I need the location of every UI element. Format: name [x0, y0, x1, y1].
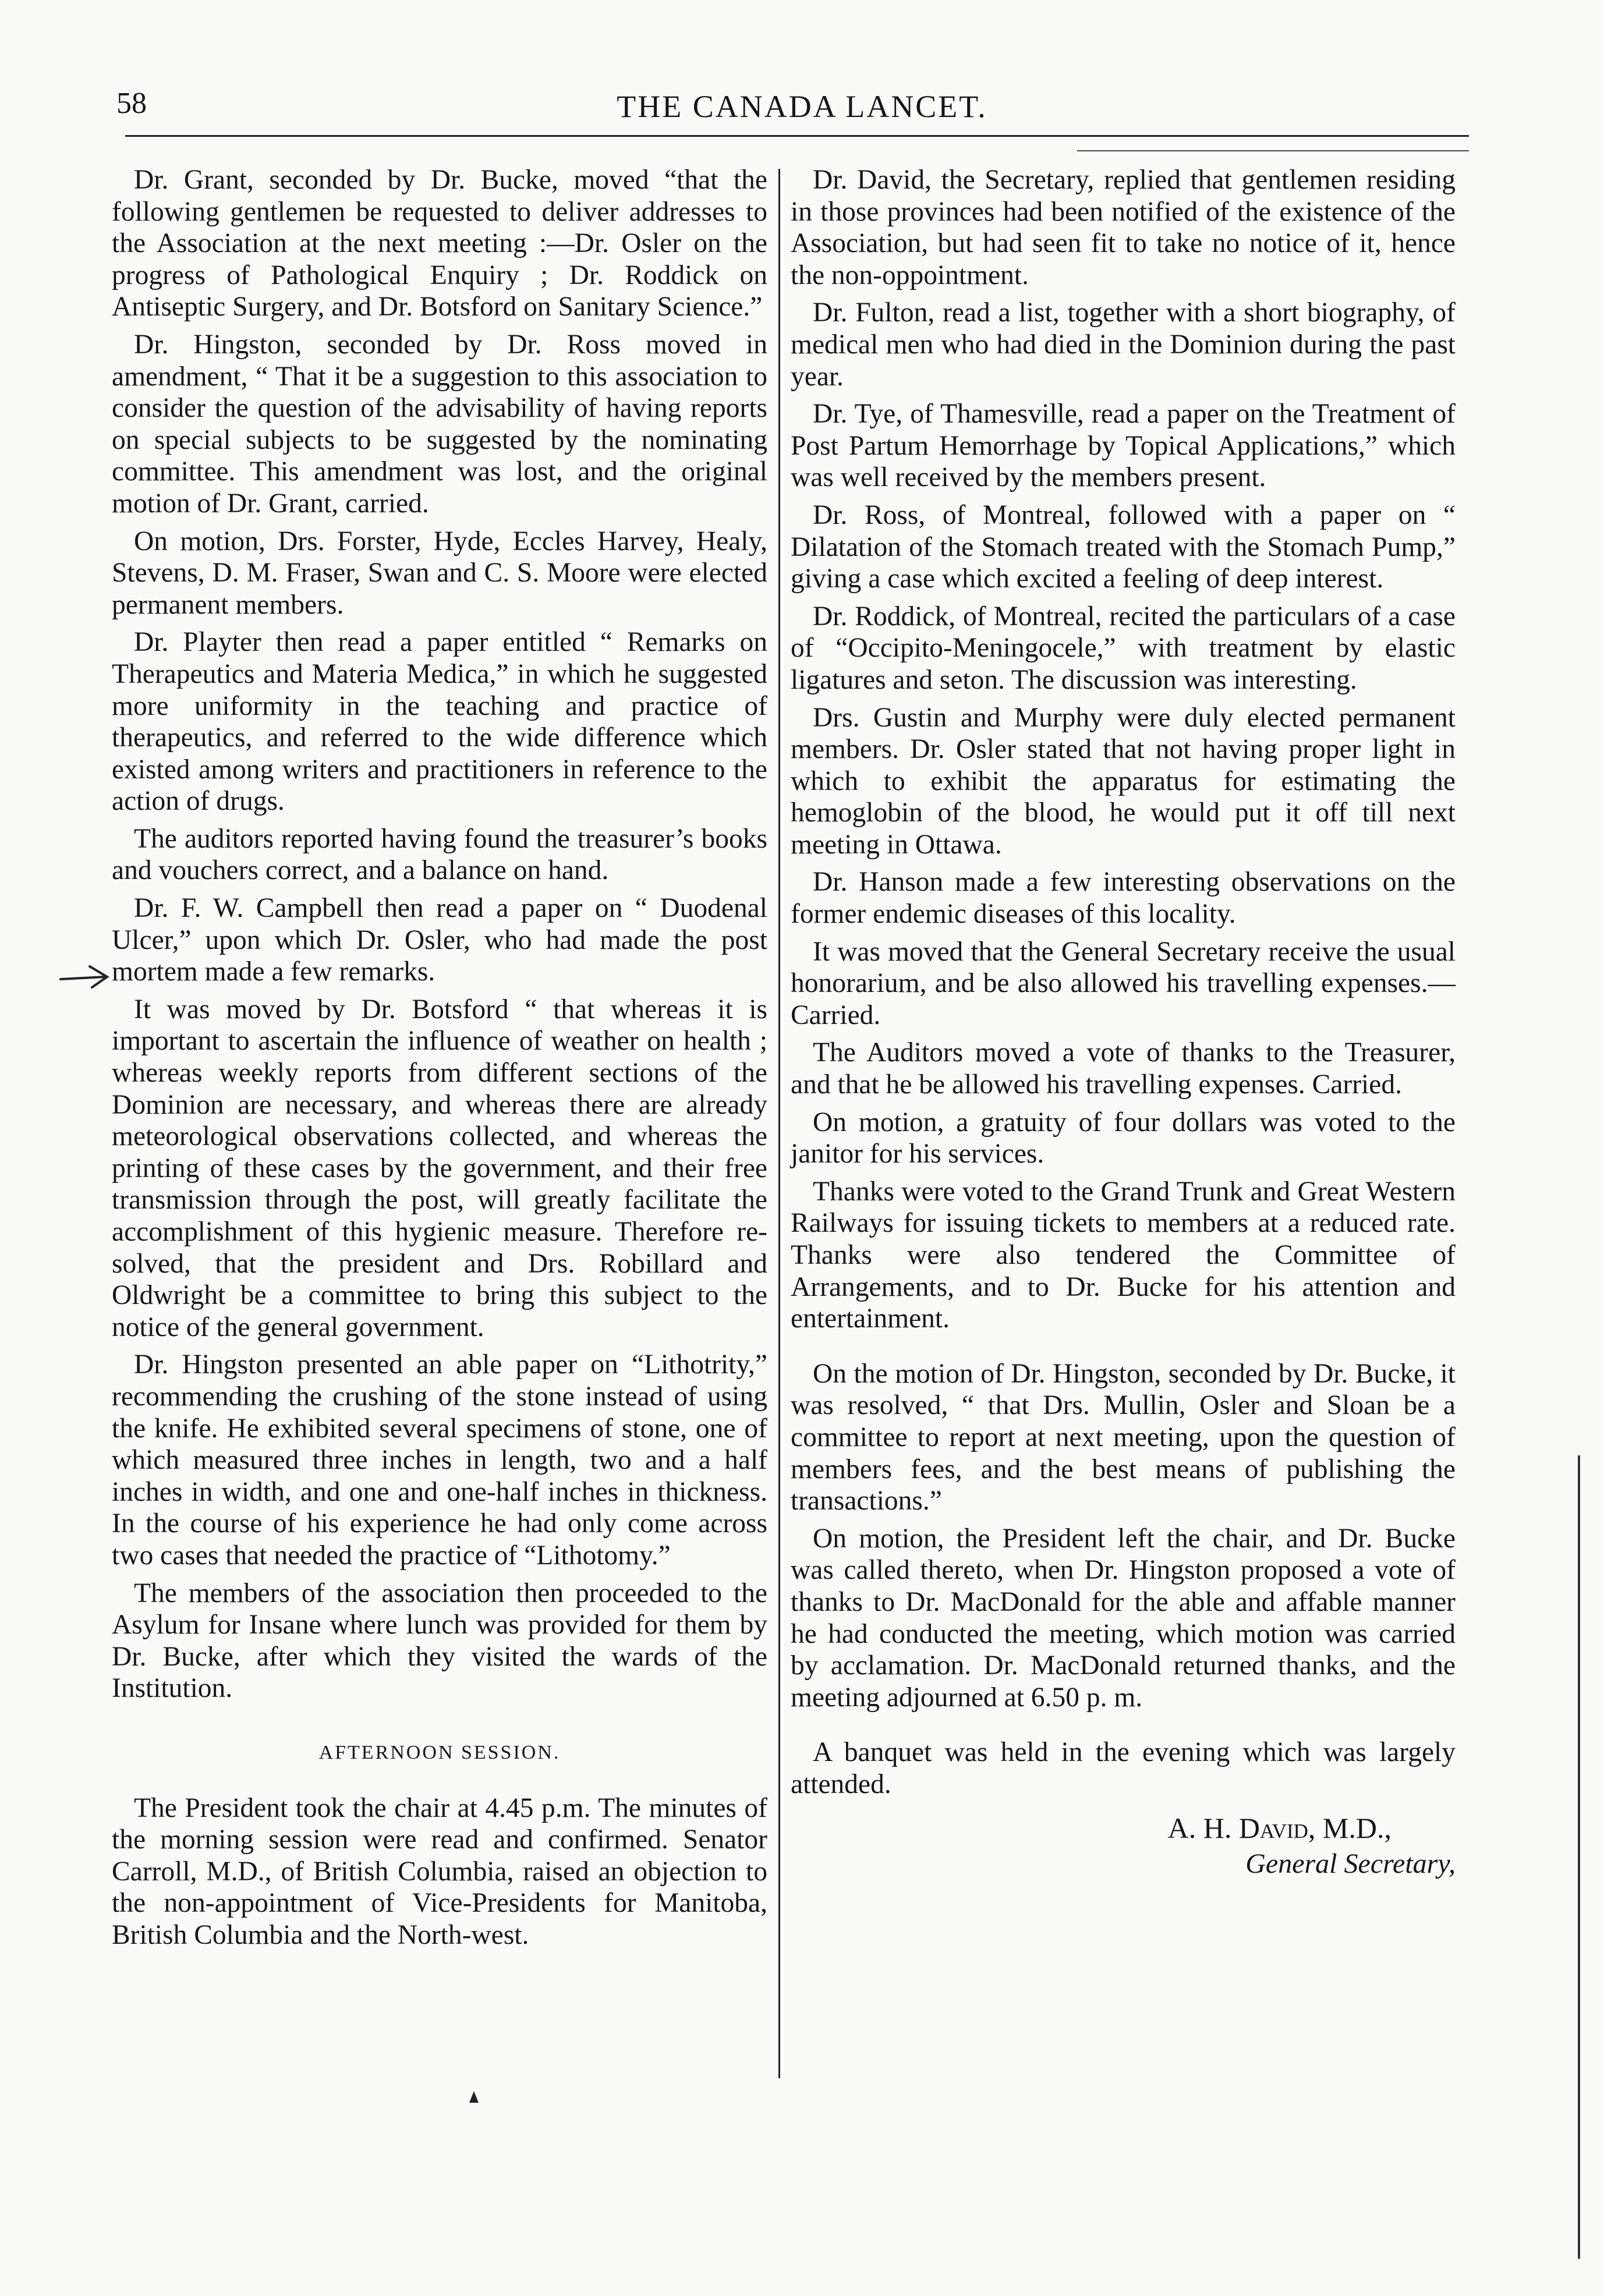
paragraph: Thanks were voted to the Grand Trunk and Great Western Railways for issuing tickets to members at a reduced rate. Thanks were also tendered the Committee of Arrangements, and to Dr. Bucke for his attention and entertainment. — [791, 1176, 1456, 1334]
paragraph: A banquet was held in the evening which was largely attended. — [791, 1737, 1456, 1799]
right-column — [791, 164, 1456, 1880]
paragraph: It was moved by Dr. Botsford “ that whereas it is important to ascertain the influence of weather on health ; whereas weekly reports from different sections of the Dominion are necessary, and whereas there are already meteorological observations collected, and whereas the printing of these cases by the government, and their free transmission through the post, will greatly facilitate the accomplishment of this hygienic measure. Therefore resolved, that the president and Drs. Robillard and Oldwright be a committee to bring this subject to the notice of the general government. — [112, 994, 767, 1342]
paragraph: Dr. Grant, seconded by Dr. Bucke, moved “that the following gentlemen be requested to deliver addresses to the Association at the next meeting :—Dr. Osler on the progress of Pathological Enquiry ; Dr. Roddick on Antiseptic Surgery, and Dr. Botsford on Sanitary Science.” — [112, 165, 767, 323]
paragraph: Dr. F. W. Campbell then read a paper on “ Duodenal Ulcer,” upon which Dr. Osler, who had made the post mortem made a few remarks. — [112, 893, 767, 987]
column-divider — [778, 169, 780, 2078]
running-head: THE CANADA LANCET. — [617, 89, 987, 124]
paragraph: The Auditors moved a vote of thanks to the Treasurer, and that he be allowed his travelling expenses. Carried. — [791, 1037, 1456, 1100]
paragraph: On motion, a gratuity of four dollars was voted to the janitor for his services. — [791, 1107, 1456, 1170]
paragraph: Dr. Playter then read a paper entitled “ Remarks on Therapeutics and Materia Medica,” in which he suggested more uniformity in the teaching and practice of therapeutics, and referred to the wide difference which existed among writers and practitioners in reference to the action of drugs. — [112, 627, 767, 817]
paragraph: Dr. Fulton, read a list, together with a short biography, of medical men who had died in the Dominion during the past year. — [791, 297, 1456, 392]
header-rule-secondary — [1077, 150, 1469, 151]
page-edge-line — [1578, 1455, 1580, 2259]
paragraph: Drs. Gustin and Murphy were duly elected permanent members. Dr. Osler stated that not having proper light in which to exhibit the apparatus for estimating the hemoglobin of the blood, he would put it off till next meeting in Ottawa. — [791, 702, 1456, 860]
paragraph: The members of the association then proceeded to the Asylum for Insane where lunch was provided for them by Dr. Bucke, after which they visited the wards of the Institution. — [112, 1578, 767, 1704]
paragraph: Dr. David, the Secretary, replied that gentlemen residing in those provinces had been notified of the existence of the Association, but had seen fit to take no notice of it, hence the non-oppointment. — [791, 165, 1456, 290]
signature-name: A. H. David, M.D., — [1167, 1811, 1391, 1844]
paragraph: Dr. Hingston, seconded by Dr. Ross moved in amendment, “ That it be a suggestion to this association to consider the question of the advisability of having reports on special subjects to be suggested by the nominating committee. This amendment was lost, and the original motion of Dr. Grant, carried. — [112, 329, 767, 519]
paragraph: Dr. Tye, of Thamesville, read a paper on the Treatment of Post Partum Hemorrhage by Topical Applications,” which was well received by the members present. — [791, 399, 1456, 493]
header-rule — [125, 135, 1469, 137]
paragraph: Dr. Roddick, of Montreal, recited the particulars of a case of “Occipito-Meningocele,” with treatment by elastic ligatures and seton. The discussion was interesting. — [791, 601, 1456, 695]
paragraph: On the motion of Dr. Hingston, seconded by Dr. Bucke, it was resolved, “ that Drs. Mullin, Osler and Sloan be a committee to report at next meeting, upon the question of members fees, and the best means of publishing the transactions.” — [791, 1358, 1456, 1517]
paragraph: It was moved that the General Secretary receive the usual honorarium, and be also allowed his travelling expenses.—Carried. — [791, 936, 1456, 1030]
paragraph: On motion, Drs. Forster, Hyde, Eccles Harvey, Healy, Stevens, D. M. Fraser, Swan and C. S. Moore were elected permanent members. — [112, 526, 767, 620]
paragraph: On motion, the President left the chair, and Dr. Bucke was called thereto, when Dr. Hingston proposed a vote of thanks to Dr. MacDonald for the able and affable manner he had conducted the meeting, which motion was carried by acclamation. Dr. MacDonald returned thanks, and the meeting adjourned at 6.50 p. m. — [791, 1523, 1456, 1713]
paragraph: Dr. Hanson made a few interesting observations on the former endemic diseases of this locality. — [791, 867, 1456, 930]
paragraph: The auditors reported having found the treasurer’s books and vouchers correct, and a balance on hand. — [112, 823, 767, 886]
ink-mark — [469, 2091, 479, 2103]
page-number: 58 — [116, 87, 147, 120]
signature-title: General Secretary, — [1245, 1848, 1456, 1880]
handwritten-arrow-icon — [58, 962, 112, 992]
paragraph: The President took the chair at 4.45 p.m. The minutes of the morning session were read and confirmed. Senator Carroll, M.D., of British Columbia, raised an objection to the non-appointment of Vice-Presidents for Manitoba, British Columbia and the North-west. — [112, 1792, 767, 1950]
left-column — [112, 164, 767, 1957]
paragraph: Dr. Hingston presented an able paper on “Lithotrity,” recommending the crushing of the stone instead of using the knife. He exhibited several specimens of stone, one of which measured three inches in length, two and a half inches in width, and one and one-half inches in thickness. In the course of his experience he had only come across two cases that needed the practice of “Lithotomy.” — [112, 1349, 767, 1571]
paragraph: Dr. Ross, of Montreal, followed with a paper on “ Dilatation of the Stomach treated with the Stomach Pump,” giving a case which excited a feeling of deep interest. — [791, 499, 1456, 594]
section-heading: AFTERNOON SESSION. — [318, 1741, 561, 1763]
